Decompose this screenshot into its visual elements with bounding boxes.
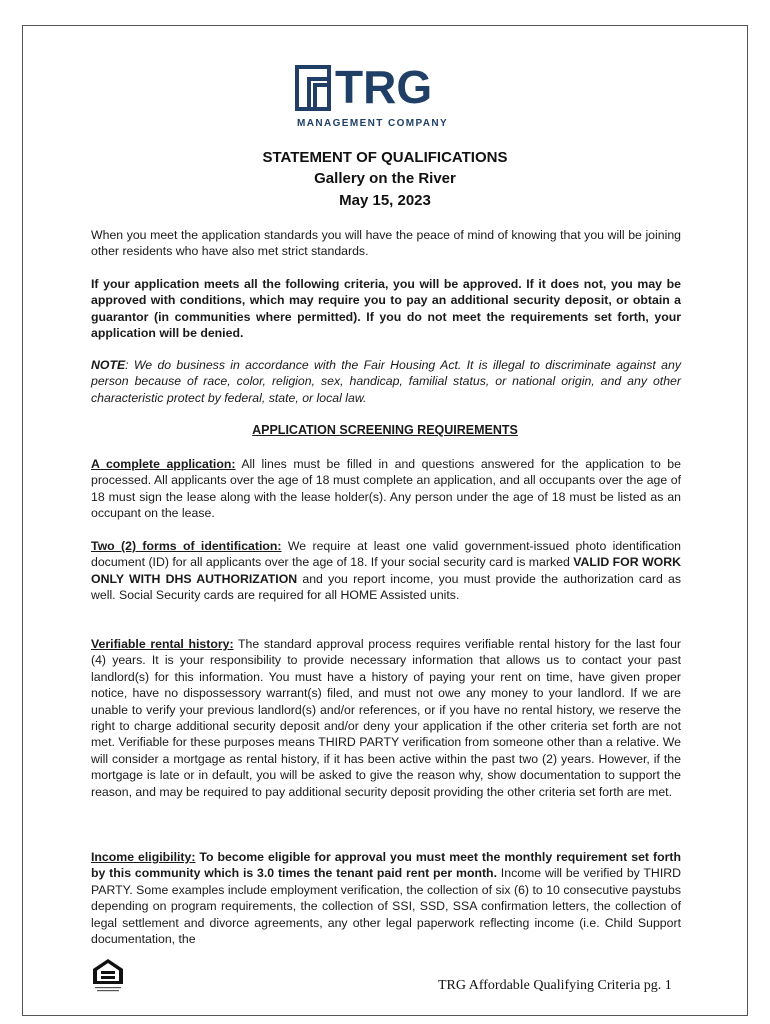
equal-housing-opportunity-icon <box>90 957 126 993</box>
income-text: Income will be verified by THIRD PARTY. Some examples include employment verification, the collection of six (6) to 10 consecutive paystubs depending on program requirements, the collection of SSI, SSD, SSA confirmation letters, the collection of legal settlement and divorce agreements, any other legal paperwork reflecting income (i.e. Child Support documentation, the <box>91 866 681 947</box>
rental-history-text: The standard approval process requires verifiable rental history for the last four (4) years. It is your responsibility to provide necessary information that allows us to contact your past landlord(s) for this information. You must have a history of paying your rent on time, have given proper notice, have no dispossessory warrant(s) filed, and must not owe any money to your landlord. If we are unable to verify your previous landlord(s) and/or references, or if you have no rental history, we reserve the right to charge additional security deposit and/or deny your application if the other criteria set forth are not met. Verifiable for these purposes means THIRD PARTY verification from someone other than a relative. We will consider a mortgage as rental history, if it has been active within the past two (2) years. However, if the mortgage is late or in default, you will be asked to give the reason why, show documentation to support the reason, and may be required to pay additional security deposit providing the other criteria set forth are met. <box>91 637 681 799</box>
logo-wordmark: TRG <box>335 61 433 113</box>
criteria-notice: If your application meets all the following criteria, you will be approved. If it does not, you may be approved with conditions, which may require you to pay an additional security deposit, or obtain a guarantor (in communities where permitted). If you do not meet the requirements set forth, your application will be denied. <box>91 277 681 341</box>
document-date: May 15, 2023 <box>339 192 431 209</box>
complete-application-paragraph <box>91 456 681 522</box>
identification-text-1: We require at least one valid government-issued photo identification document (ID) for all applicants over the age of 18. If your social security card is marked <box>91 539 682 570</box>
identification-bold: VALID FOR WORK ONLY WITH DHS AUTHORIZATION <box>91 555 681 586</box>
trg-logo-mark-icon <box>295 65 331 111</box>
rental-history-label: Verifiable rental history: <box>91 637 234 651</box>
trg-logo <box>295 61 475 133</box>
income-bold: To become eligible for approval you must meet the monthly requirement set forth by this community which is 3.0 times the tenant paid rent per month. <box>91 850 681 881</box>
page-footer: TRG Affordable Qualifying Criteria pg. 1 <box>438 978 672 993</box>
complete-application-label: A complete application: <box>91 457 236 471</box>
logo-subtitle: MANAGEMENT COMPANY <box>297 118 449 129</box>
property-name: Gallery on the River <box>314 170 456 187</box>
income-label: Income eligibility: <box>91 850 196 864</box>
identification-paragraph <box>91 538 681 604</box>
complete-application-text: All lines must be filled in and questions answered for the application to be processed. All applicants over the age of 18 must complete an application, and all occupants over the age of 18 must sign the lease along with the lease holder(s). Any person under the age of 18 must be listed as an occupant on the lease. <box>91 457 681 521</box>
intro-paragraph: When you meet the application standards you will have the peace of mind of knowing that you will be joining other residents who have also met strict standards. <box>91 228 681 259</box>
fair-housing-note <box>91 357 681 406</box>
note-label: NOTE <box>91 358 126 372</box>
document-title: STATEMENT OF QUALIFICATIONS <box>262 149 508 166</box>
identification-text-2: and you report income, you must provide the authorization card as well. Social Security cards are required for all HOME Assisted units. <box>91 571 681 603</box>
income-paragraph <box>91 849 681 947</box>
section-heading: APPLICATION SCREENING REQUIREMENTS <box>252 423 518 437</box>
note-text: : We do business in accordance with the Fair Housing Act. It is illegal to discriminate against any person because of race, color, religion, sex, handicap, familial status, or national origin, and any other characteristic protect by federal, state, or local law. <box>91 358 681 405</box>
identification-label: Two (2) forms of identification: <box>91 539 282 553</box>
rental-history-paragraph <box>91 636 681 800</box>
